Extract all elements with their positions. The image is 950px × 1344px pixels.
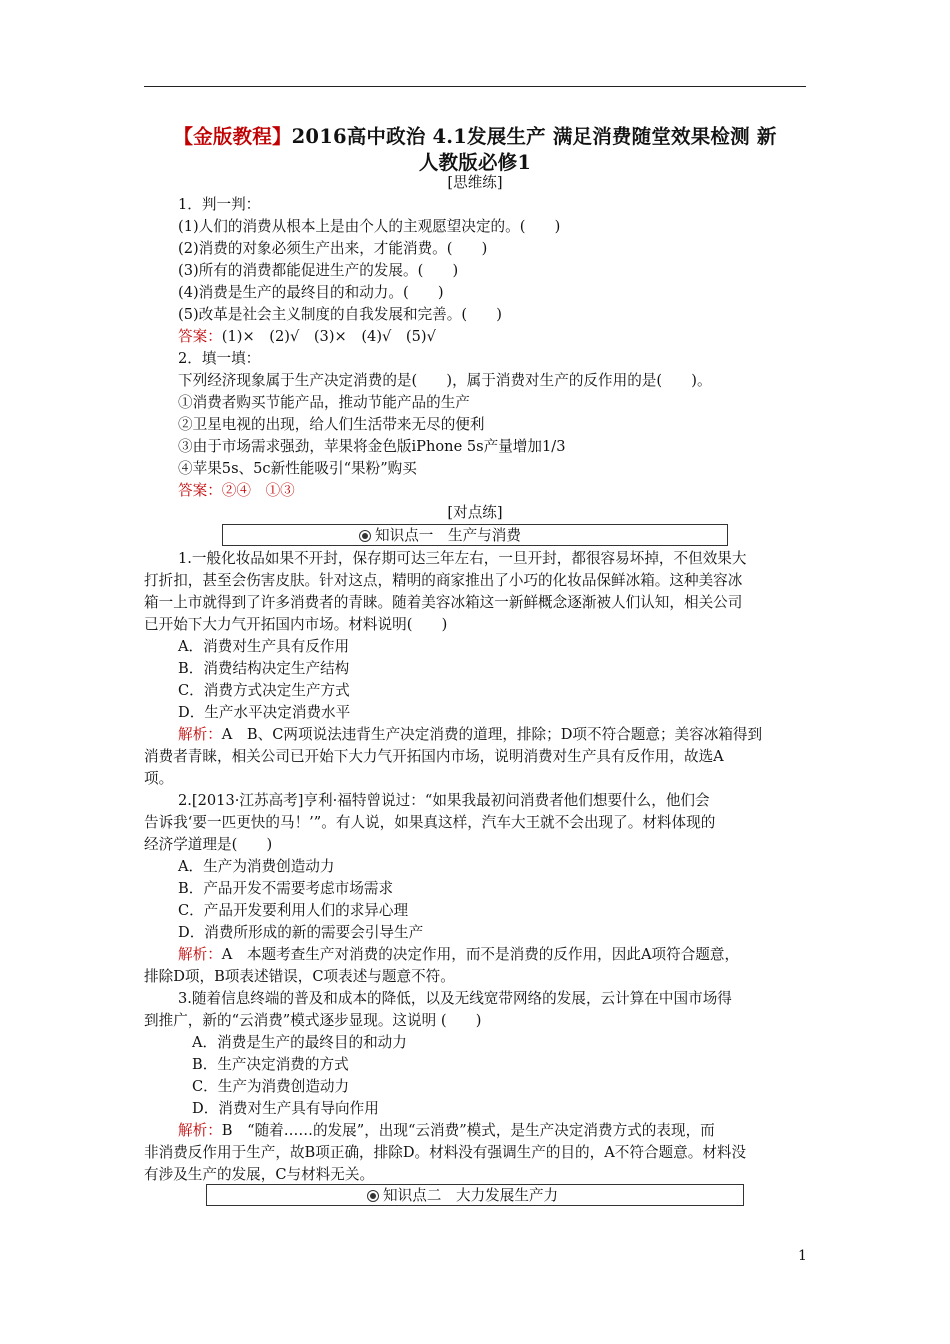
judge-item: (2)消费的对象必须生产出来，才能消费。( ) [178, 240, 488, 257]
analysis-line [178, 724, 762, 746]
option: B．产品开发不需要考虑市场需求 [178, 880, 394, 897]
knowledge-point-label: 知识点一 生产与消费 [375, 527, 521, 544]
knowledge-point-box-1 [222, 524, 728, 546]
analysis-line [178, 1120, 715, 1142]
option: C．产品开发要利用人们的求异心理 [178, 902, 409, 919]
analysis-line [178, 944, 739, 966]
answer-label: 答案： [178, 328, 222, 345]
judge-item: (3)所有的消费都能促进生产的发展。( ) [178, 262, 459, 279]
fill-stem: 下列经济现象属于生产决定消费的是( )，属于消费对生产的反作用的是( )。 [178, 372, 712, 389]
judge-heading: 1．判一判： [178, 196, 261, 213]
option: A．消费是生产的最终目的和动力 [192, 1034, 407, 1051]
question-line: 经济学道理是( ) [144, 836, 273, 853]
question-line: 2.[2013·江苏高考]亨利·福特曾说过：“如果我最初问消费者他们想要什么，他们会 [178, 792, 710, 809]
answer-text: ②④ ①③ [221, 482, 295, 499]
analysis-label: 解析： [178, 1122, 222, 1139]
title-line-1 [144, 124, 806, 150]
analysis-line: 非消费反作用于生产，故B项正确，排除D。材料没有强调生产的目的，A不符合题意。材料没 [144, 1144, 747, 1161]
header-rule [144, 86, 806, 87]
option: A．生产为消费创造动力 [178, 858, 335, 875]
fill-item: ③由于市场需求强劲，苹果将金色版iPhone 5s产量增加1/3 [178, 438, 566, 455]
question-line: 告诉我‘要一匹更快的马！’”。有人说，如果真这样，汽车大王就不会出现了。材料体现的 [144, 814, 716, 831]
option: B．生产决定消费的方式 [192, 1056, 349, 1073]
title-line-2: 人教版必修1 [418, 151, 532, 174]
fill-answer [178, 480, 295, 502]
analysis-label: 解析： [178, 946, 222, 963]
knowledge-point-label: 知识点二 大力发展生产力 [383, 1187, 559, 1204]
fill-item: ④苹果5s、5c新性能吸引“果粉”购买 [178, 460, 417, 477]
fill-heading: 2．填一填： [178, 350, 261, 367]
bullet-circle-icon [367, 1190, 379, 1202]
option: A．消费对生产具有反作用 [178, 638, 350, 655]
answer-text: (1)× (2)√ (3)× (4)√ (5)√ [221, 328, 436, 345]
knowledge-point-1 [359, 525, 521, 547]
title-bracket: 【金版教程】 [173, 125, 292, 148]
question-line: 箱一上市就得到了许多消费者的青睐。随着美容冰箱这一新鲜概念逐渐被人们认知，相关公司 [144, 594, 743, 611]
knowledge-point-box-2 [206, 1184, 744, 1206]
fill-item: ①消费者购买节能产品，推动节能产品的生产 [178, 394, 470, 411]
analysis-line: 排除D项，B项表述错误，C项表述与题意不符。 [144, 968, 455, 985]
option: D．消费对生产具有导向作用 [192, 1100, 379, 1117]
question-line: 到推广，新的“云消费”模式逐步显现。这说明 ( ) [144, 1012, 482, 1029]
analysis-text: A 本题考查生产对消费的决定作用，而不是消费的反作用，因此A项符合题意， [221, 946, 740, 963]
judge-answer [178, 326, 436, 348]
option: C．生产为消费创造动力 [192, 1078, 350, 1095]
fill-item: ②卫星电视的出现，给人们生活带来无尽的便利 [178, 416, 485, 433]
analysis-line: 消费者青睐，相关公司已开始下大力气开拓国内市场，说明消费对生产具有反作用，故选A [144, 748, 724, 765]
section-heading-siwei: [思维练] [447, 174, 503, 191]
page-number: 1 [798, 1248, 807, 1264]
section-heading-duidian: [对点练] [447, 504, 503, 521]
question-line: 1.一般化妆品如果不开封，保存期可达三年左右，一旦开封，都很容易坏掉，不但效果大 [178, 550, 747, 567]
option: C．消费方式决定生产方式 [178, 682, 350, 699]
judge-item: (5)改革是社会主义制度的自我发展和完善。( ) [178, 306, 502, 323]
option: D．消费所形成的新的需要会引导生产 [178, 924, 424, 941]
answer-label: 答案： [178, 482, 222, 499]
analysis-line: 项。 [144, 770, 174, 787]
analysis-label: 解析： [178, 726, 222, 743]
option: B．消费结构决定生产结构 [178, 660, 350, 677]
analysis-line: 有涉及生产的发展，C与材料无关。 [144, 1166, 375, 1183]
judge-item: (1)人们的消费从根本上是由个人的主观愿望决定的。( ) [178, 218, 561, 235]
document-title [144, 124, 806, 176]
analysis-text: A B、C两项说法违背生产决定消费的道理，排除；D项不符合题意；美容冰箱得到 [221, 726, 763, 743]
title-line-1-rest: 2016高中政治 4.1发展生产 满足消费随堂效果检测 新 [291, 125, 777, 148]
knowledge-point-2 [367, 1185, 558, 1207]
bullet-circle-icon [359, 530, 371, 542]
analysis-text: B “随着……的发展”，出现“云消费”模式，是生产决定消费方式的表现，而 [221, 1122, 715, 1139]
question-line: 3.随着信息终端的普及和成本的降低，以及无线宽带网络的发展，云计算在中国市场得 [178, 990, 732, 1007]
question-line: 已开始下大力气开拓国内市场。材料说明( ) [144, 616, 448, 633]
judge-item: (4)消费是生产的最终目的和动力。( ) [178, 284, 444, 301]
option: D．生产水平决定消费水平 [178, 704, 351, 721]
question-line: 打折扣，甚至会伤害皮肤。针对这点，精明的商家推出了小巧的化妆品保鲜冰箱。这种美容冰 [144, 572, 743, 589]
